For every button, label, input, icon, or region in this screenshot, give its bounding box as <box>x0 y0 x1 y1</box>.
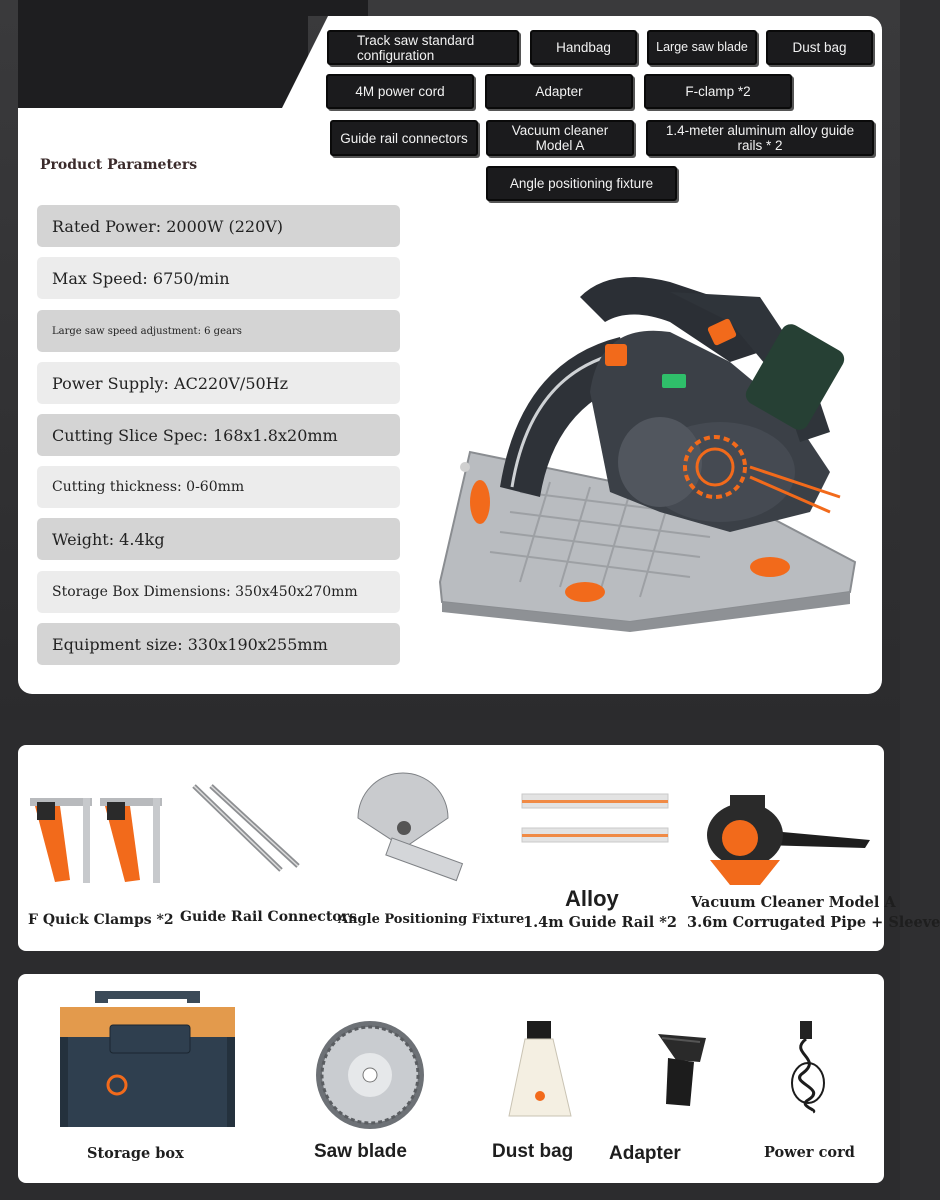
saw-blade-image <box>315 1020 425 1130</box>
label-guide-rail: 1.4m Guide Rail *2 <box>523 914 677 931</box>
param-rated-power: Rated Power: 2000W (220V) <box>37 205 400 247</box>
chip-adapter: Adapter <box>485 74 633 109</box>
chip-vacuum-cleaner: Vacuum cleaner Model A <box>486 120 634 156</box>
label-f-quick-clamps: F Quick Clamps *2 <box>28 912 174 928</box>
label-corrugated-pipe: 3.6m Corrugated Pipe + Sleeve <box>687 914 940 931</box>
adapter-image <box>648 1028 714 1108</box>
param-max-speed: Max Speed: 6750/min <box>37 257 400 299</box>
param-speed-adjustment: Large saw speed adjustment: 6 gears <box>37 310 400 352</box>
track-saw-image <box>430 262 870 632</box>
param-power-supply: Power Supply: AC220V/50Hz <box>37 362 400 404</box>
guide-rail-connectors-image <box>186 782 301 874</box>
label-power-cord: Power cord <box>764 1144 855 1161</box>
label-saw-blade: Saw blade <box>314 1141 407 1162</box>
label-adapter: Adapter <box>609 1143 681 1164</box>
chip-large-saw-blade: Large saw blade <box>647 30 757 65</box>
chip-dust-bag: Dust bag <box>766 30 873 65</box>
label-angle-fixture: Angle Positioning Fixture <box>338 912 525 927</box>
guide-rail-image <box>520 790 670 850</box>
chip-guide-rail-connectors: Guide rail connectors <box>330 120 478 156</box>
label-alloy: Alloy <box>565 886 619 911</box>
label-vacuum-cleaner: Vacuum Cleaner Model A <box>691 894 896 911</box>
dust-bag-image <box>505 1018 575 1120</box>
param-storage-box: Storage Box Dimensions: 350x450x270mm <box>37 571 400 613</box>
vacuum-cleaner-image <box>700 790 875 890</box>
header-slab-tab <box>308 0 368 16</box>
chip-angle-fixture: Angle positioning fixture <box>486 166 677 201</box>
param-cutting-slice: Cutting Slice Spec: 168x1.8x20mm <box>37 414 400 456</box>
angle-fixture-image <box>352 798 470 870</box>
label-storage-box: Storage box <box>87 1145 184 1162</box>
param-cutting-thickness: Cutting thickness: 0-60mm <box>37 466 400 508</box>
chip-handbag: Handbag <box>530 30 637 65</box>
chip-guide-rails: 1.4-meter aluminum alloy guide rails * 2 <box>646 120 874 156</box>
param-equipment-size: Equipment size: 330x190x255mm <box>37 623 400 665</box>
label-guide-rail-connectors: Guide Rail Connectors <box>180 909 357 925</box>
chip-f-clamp: F-clamp *2 <box>644 74 792 109</box>
power-cord-image <box>783 1018 833 1113</box>
chip-power-cord: 4M power cord <box>326 74 474 109</box>
params-title: Product Parameters <box>40 157 198 173</box>
chip-standard-configuration: Track saw standard configuration <box>327 30 519 65</box>
label-dust-bag: Dust bag <box>492 1141 574 1162</box>
storage-box-image <box>55 985 240 1135</box>
param-weight: Weight: 4.4kg <box>37 518 400 560</box>
header-slab <box>18 0 308 108</box>
f-clamps-image <box>25 790 170 890</box>
